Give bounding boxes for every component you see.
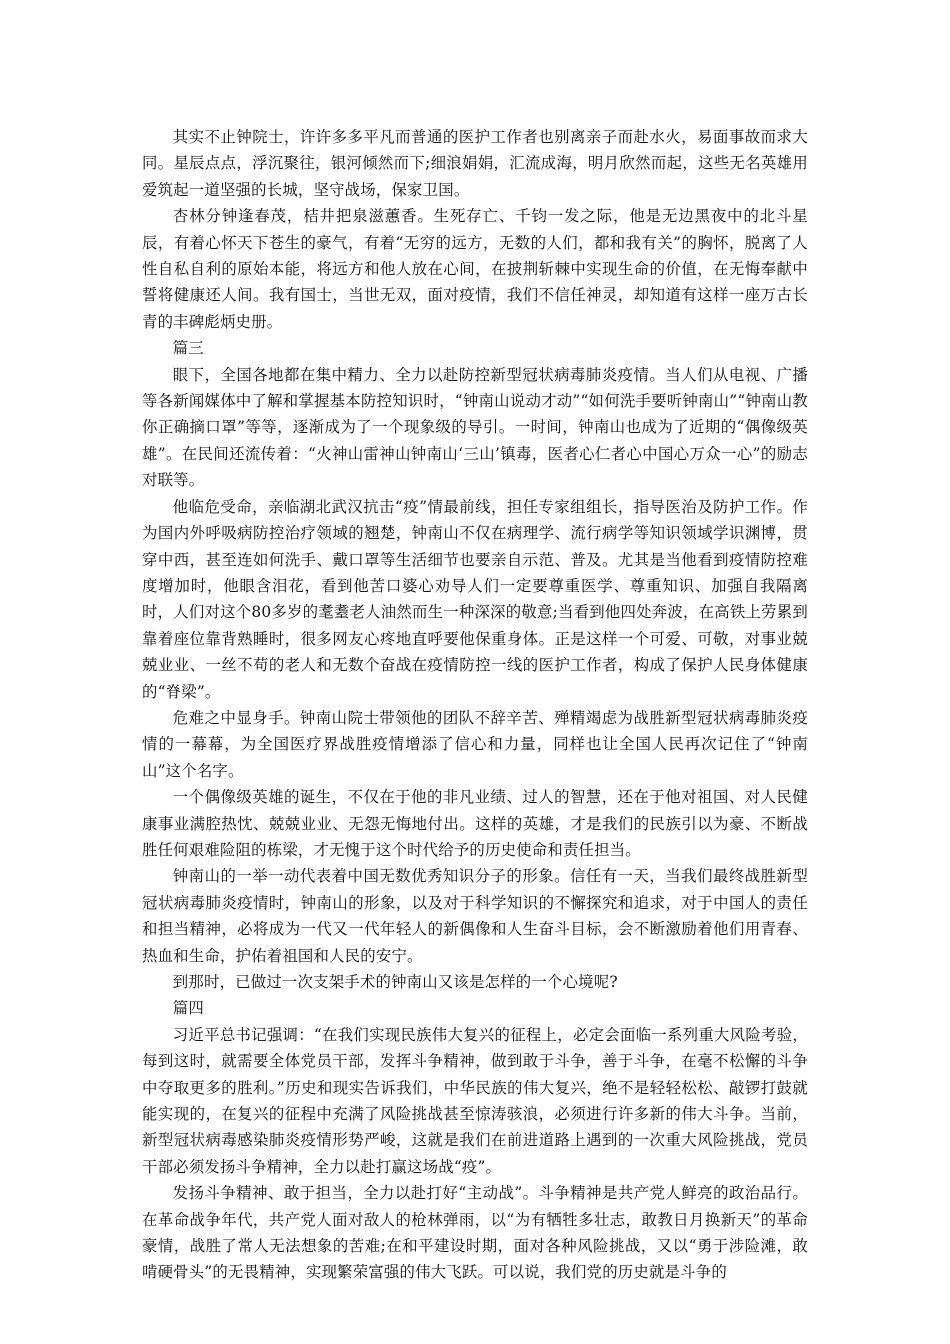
paragraph: 习近平总书记强调：“在我们实现民族伟大复兴的征程上，必定会面临一系列重大风险考验，每到这时，就需要全体党员干部，发挥斗争精神，做到敢于斗争，善于斗争，在毫不松懈的斗争中夺取更多的胜利。”历史和现实告诉我们，中华民族的伟大复兴，绝不是轻轻松松、敲锣打鼓就能实现的，在复兴的征程中充满了风险挑战甚至惊涛骇浪，必须进行许多新的伟大斗争。当前，新型冠状病毒感染肺炎疫情形势严峻，这就是我们在前进道路上遇到的一次重大风险挑战，党员干部必须发扬斗争精神，全力以赴打赢这场战“疫”。 — [142, 1025, 808, 1176]
section-heading: 篇四 — [172, 999, 204, 1018]
paragraph: 危难之中显身手。钟南山院士带领他的团队不辞辛苦、殚精竭虑为战胜新型冠状病毒肺炎疫情的一幕幕，为全国医疗界战胜疫情增添了信心和力量，同样也让全国人民再次记住了“钟南山”这个名字。 — [142, 708, 808, 780]
paragraph: 发扬斗争精神、敢于担当，全力以赴打好“主动战”。斗争精神是共产党人鲜亮的政治品行。在革命战争年代，共产党人面对敌人的枪林弹雨，以“为有牺牲多壮志，敢教日月换新天”的革命豪情，战胜了常人无法想象的苦难;在和平建设时期，面对各种风险挑战，又以“勇于涉险滩，敢啃硬骨头”的无畏精神，实现繁荣富强的伟大飞跃。可以说，我们党的历史就是斗争的 — [142, 1184, 808, 1282]
paragraph: 钟南山的一举一动代表着中国无数优秀知识分子的形象。信任有一天，当我们最终战胜新型冠状病毒肺炎疫情时，钟南山的形象，以及对于科学知识的不懈探究和追求，对于中国人的责任和担当精神，必将成为一代又一代年轻人的新偶像和人生奋斗目标，会不断激励着他们用青春、热血和生命，护佑着祖国和人民的安宁。 — [142, 867, 808, 965]
paragraph: 眼下，全国各地都在集中精力、全力以赴防控新型冠状病毒肺炎疫情。当人们从电视、广播等各新闻媒体中了解和掌握基本防控知识时，“钟南山说动才动”“如何洗手要听钟南山”“钟南山教你正确摘口罩”等等，逐渐成为了一个现象级的导引。一时间，钟南山也成为了近期的“偶像级英雄”。在民间还流传着：“火神山雷神山钟南山‘三山’镇毒，医者心仁者心中国心万众一心”的励志对联等。 — [142, 365, 808, 490]
paragraph: 到那时，已做过一次支架手术的钟南山又该是怎样的一个心境呢? — [172, 973, 618, 991]
paragraph: 他临危受命，亲临湖北武汉抗击“疫”情最前线，担任专家组组长，指导医治及防护工作。作为国内外呼吸病防控治疗领域的翘楚，钟南山不仅在病理学、流行病学等知识领域学识渊博，贯穿中西，甚至连如何洗手、戴口罩等生活细节也要亲自示范、普及。尤其是当他看到疫情防控难度增加时，他眼含泪花，看到他苦口婆心劝导人们一定要尊重医学、尊重知识、加强自我隔离时，人们对这个80多岁的耄耋老人油然而生一种深深的敬意;当看到他四处奔波，在高铁上劳累到靠着座位靠背熟睡时，很多网友心疼地直呼要他保重身体。正是这样一个可爱、可敬，对事业兢兢业业、一丝不苟的老人和无数个奋战在疫情防控一线的医护工作者，构成了保护人民身体健康的“脊梁”。 — [142, 497, 808, 701]
paragraph: 一个偶像级英雄的诞生，不仅在于他的非凡业绩、过人的智慧，还在于他对祖国、对人民健康事业满腔热忱、兢兢业业、无怨无悔地付出。这样的英雄，才是我们的民族引以为豪、不断战胜任何艰难险阻的栋梁，才无愧于这个时代给予的历史使命和责任担当。 — [142, 788, 808, 859]
section-heading: 篇三 — [172, 339, 204, 358]
document-page — [142, 124, 808, 1286]
paragraph: 其实不止钟院士，许许多多平凡而普通的医护工作者也别离亲子而赴水火，易面事故而求大同。星辰点点，浮沉聚往，银河倾然而下;细浪娟娟，汇流成海，明月欣然而起，这些无名英雄用爱筑起一道坚强的长城，坚守战场，保家卫国。 — [142, 128, 808, 199]
paragraph: 杏林分钟逢春茂，桔井把泉滋蕙香。生死存亡、千钧一发之际，他是无边黑夜中的北斗星辰，有着心怀天下苍生的豪气，有着“无穷的远方，无数的人们，都和我有关”的胸怀，脱离了人性自私自利的原始本能，将远方和他人放在心间，在披荆斩棘中实现生命的价值，在无悔奉献中誓将健康还人间。我有国士，当世无双，面对疫情，我们不信任神灵，却知道有这样一座万古长青的丰碑彪炳史册。 — [142, 207, 808, 331]
